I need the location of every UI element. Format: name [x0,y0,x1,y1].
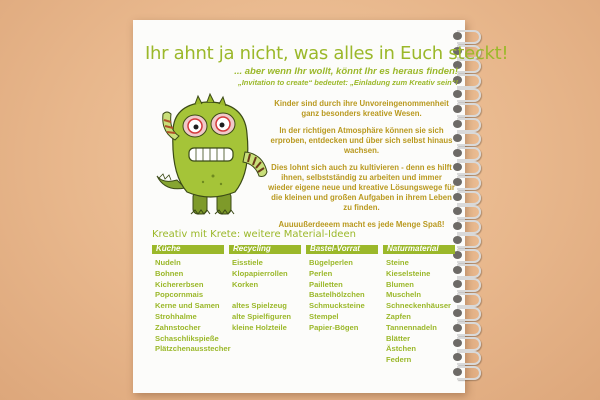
material-item: Strohhalme [155,311,197,321]
spiral-ring [452,307,480,319]
spiral-ring [452,132,480,144]
material-item: alte Spielfiguren [232,311,292,321]
spiral-ring [452,366,480,378]
spiral-ring [452,103,480,115]
material-item: Bügelperlen [309,258,353,267]
material-item: Steine [386,258,409,267]
category-label: Naturmaterial [387,244,439,253]
spiral-ring [452,337,480,349]
category-list-naturmaterial [386,258,451,366]
intro-paragraph: Dies lohnt sich auch zu kultivieren - denn es hilft ihnen, selbstständig zu arbeiten und immer wieder eigene neue und kreative Lösungswege für die kleinen und großen Aufgaben in ihrem Leben zu finden. [268,163,455,212]
material-item: Kieselsteine [386,268,431,278]
material-item: altes Spielzeug [232,301,287,311]
spiral-ring [452,234,480,246]
category-header-kueche [152,245,224,254]
category-header-naturmaterial [383,245,455,254]
material-item: Schneckenhäuser [386,301,451,311]
intro-paragraph: Kinder sind durch ihre Unvoreingenommenheit ganz besonders kreative Wesen. [274,99,449,118]
material-item: Stempel [309,311,339,321]
spiral-ring [452,293,480,305]
material-item: Eisstiele [232,258,263,267]
category-list-recycling [232,258,291,334]
category-label: Bastel-Vorrat [310,244,360,253]
spiral-ring [452,205,480,217]
intro-paragraph: In der richtigen Atmosphäre können sie sich erproben, entdecken und über sich selbst hinaus wachsen. [270,126,453,155]
material-item: Papier-Bögen [309,322,359,332]
material-item: Zapfen [386,311,411,321]
category-label: Küche [156,244,181,253]
material-item: Muscheln [386,290,422,300]
spiral-ring [452,322,480,334]
material-item: Federn [386,355,412,365]
material-item: Schaschlikspieße [155,333,219,343]
material-item: Plätzchenausstecher [155,344,231,354]
material-item: Schmucksteine [309,301,365,311]
spiral-ring [452,249,480,261]
material-item: Perlen [309,268,333,278]
spiral-ring [452,264,480,276]
page-subline-translation: „Invitation to create“ bedeutet: „Einladung zum Kreativ sein“! [237,78,458,87]
category-list-bastel-vorrat [309,258,365,334]
spiral-ring [452,88,480,100]
material-item: Tannennadeln [386,322,437,332]
spiral-ring [452,278,480,290]
material-item: Nudeln [155,258,181,267]
spiral-ring [452,351,480,363]
spiral-ring [452,220,480,232]
spiral-ring [452,176,480,188]
materials-title: Kreativ mit Krete: weitere Material-Ideen [152,229,356,240]
material-item: Popcornmais [155,290,204,300]
spiral-ring [452,161,480,173]
category-header-bastel-vorrat [306,245,378,254]
page-headline: Ihr ahnt ja nicht, was alles in Euch steckt! [145,43,509,64]
intro-paragraph: Auuuußerdeeem macht es jede Menge Spaß! [278,220,445,229]
material-item: Korken [232,279,259,289]
spiral-ring [452,191,480,203]
material-item: kleine Holzteile [232,322,287,332]
material-item: Ästchen [386,344,416,354]
intro-text [268,99,455,237]
material-item: Klopapierrollen [232,268,288,278]
material-item: Blumen [386,279,414,289]
material-item: Blätter [386,333,411,343]
material-item: Bastelhölzchen [309,290,365,300]
list-spacer [232,290,291,301]
material-item: Zahnstocher [155,322,201,332]
category-label: Recycling [233,244,271,253]
category-list-kueche [155,258,231,355]
spiral-ring [452,147,480,159]
material-item: Kerne und Samen [155,301,220,311]
spiral-ring [452,30,480,42]
material-item: Bohnen [155,268,184,278]
category-header-recycling [229,245,301,254]
material-item: Pailletten [309,279,343,289]
green-monster-illustration [155,92,270,222]
material-item: Kichererbsen [155,279,204,289]
spiral-ring [452,118,480,130]
page-subline: ... aber wenn Ihr wollt, könnt Ihr es heraus finden! [234,66,458,77]
